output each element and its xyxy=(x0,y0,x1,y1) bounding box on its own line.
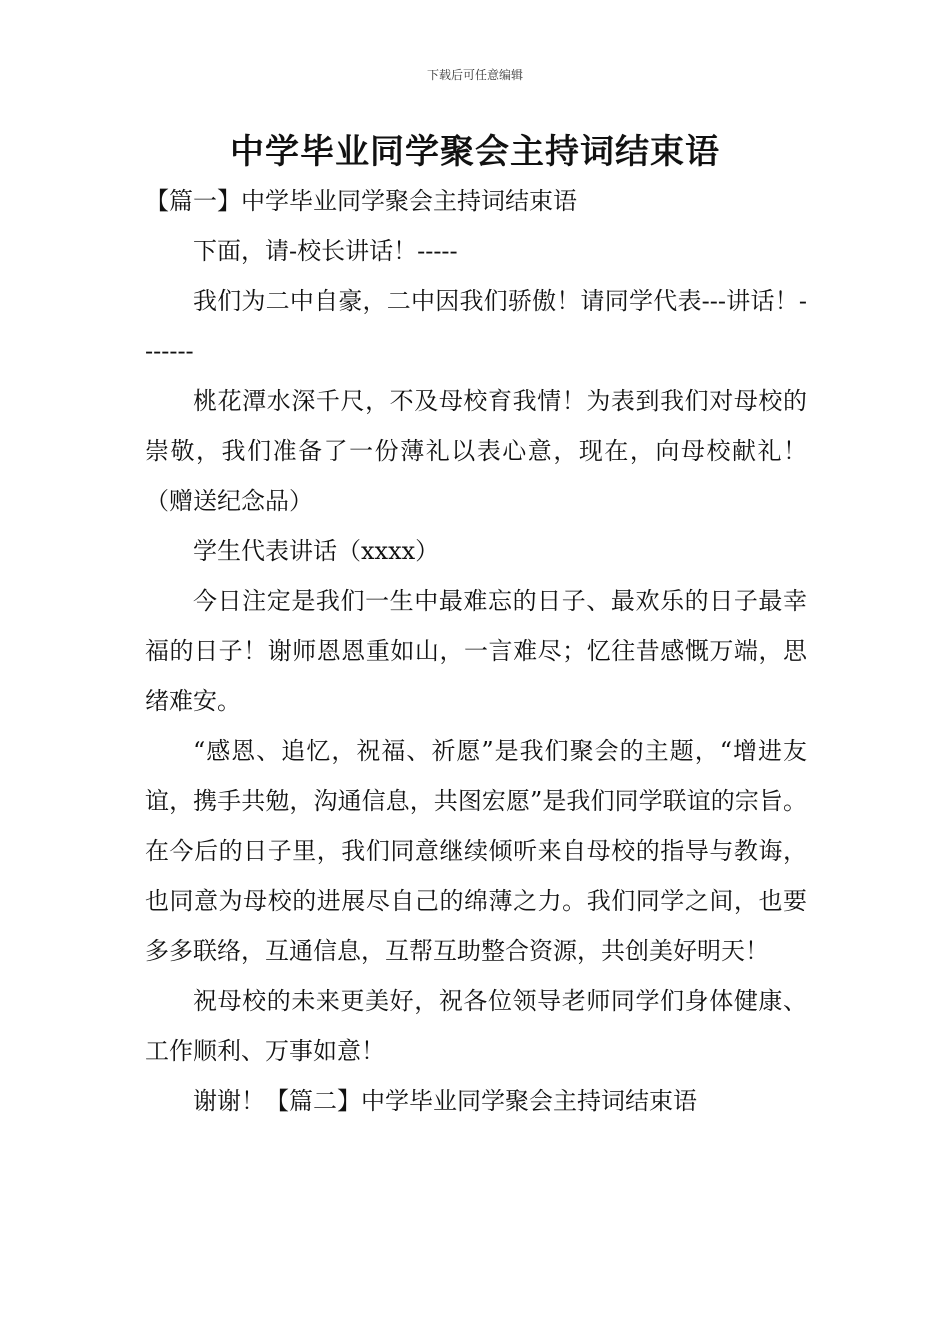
paragraph: 学生代表讲话（xxxx） xyxy=(193,537,440,565)
paragraph: 今日注定是我们一生中最难忘的日子、最欢乐的日子最幸福的日子！谢师恩恩重如山，一言难尽；忆往昔感慨万端，思绪难安。 xyxy=(145,587,807,715)
document-body xyxy=(145,176,807,1126)
paragraph: 谢谢！【篇二】中学毕业同学聚会主持词结束语 xyxy=(193,1087,697,1115)
paragraph: 桃花潭水深千尺，不及母校育我情！为表到我们对母校的崇敬，我们准备了一份薄礼以表心意，现在，向母校献礼！（赠送纪念品） xyxy=(145,387,807,515)
section-heading: 【篇一】中学毕业同学聚会主持词结束语 xyxy=(145,187,577,215)
document-title: 中学毕业同学聚会主持词结束语 xyxy=(230,132,720,172)
paragraph: 我们为二中自豪，二中因我们骄傲！请同学代表---讲话！------- xyxy=(145,287,807,365)
header-note: 下载后可任意编辑 xyxy=(426,68,523,82)
paragraph: 祝母校的未来更美好，祝各位领导老师同学们身体健康、工作顺利、万事如意！ xyxy=(145,987,807,1065)
paragraph: 下面，请-校长讲话！----- xyxy=(193,237,458,265)
paragraph: “感恩、追忆，祝福、祈愿”是我们聚会的主题，“增进友谊，携手共勉，沟通信息，共图宏愿”是我们同学联谊的宗旨。在今后的日子里，我们同意继续倾听来自母校的指导与教诲，也同意为母校的进展尽自己的绵薄之力。我们同学之间，也要多多联络，互通信息，互帮互助整合资源，共创美好明天！ xyxy=(145,737,807,965)
